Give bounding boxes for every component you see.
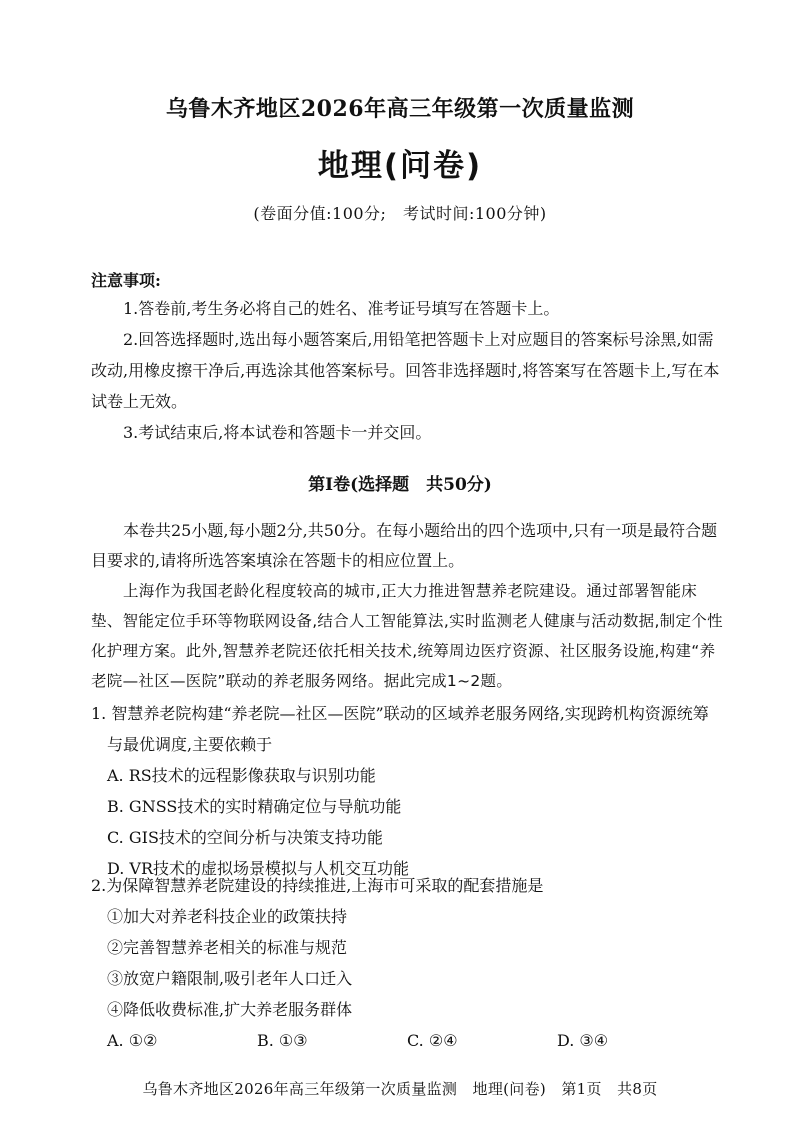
option-a: A. RS技术的远程影像获取与识别功能: [107, 766, 376, 785]
option-d: D. VR技术的虚拟场景模拟与人机交互功能: [107, 859, 410, 878]
section-title: 第Ⅰ卷(选择题 共50分): [308, 475, 492, 495]
question-2: [91, 870, 723, 1056]
statement-4: ④降低收费标准,扩大养老服务群体: [107, 1000, 353, 1019]
section-intro: 本卷共25小题,每小题2分,共50分。在每小题给出的四个选项中,只有一项是最符合题目要求的,请将所选答案填涂在答题卡的相应位置上。: [91, 521, 718, 570]
exam-title: 乌鲁木齐地区2026年高三年级第一次质量监测: [165, 96, 635, 122]
notice-item: 2.回答选择题时,选出每小题答案后,用铅笔把答题卡上对应题目的答案标号涂黑,如需改动,用橡皮擦干净后,再选涂其他答案标号。回答非选择题时,将答案写在答题卡上,写在本试卷上无效。: [91, 330, 720, 411]
notice-item: 1.答卷前,考生务必将自己的姓名、准考证号填写在答题卡上。: [123, 299, 560, 318]
option-b: B. GNSS技术的实时精确定位与导航功能: [107, 797, 402, 816]
question-stem: 2.为保障智慧养老院建设的持续推进,上海市可采取的配套措施是: [91, 876, 544, 895]
choice-c: C. ②④: [407, 1031, 458, 1050]
choice-d: D. ③④: [557, 1031, 609, 1050]
question-stem: 1. 智慧养老院构建“养老院—社区—医院”联动的区域养老服务网络,实现跨机构资源统筹与最优调度,主要依赖于: [91, 704, 709, 754]
option-c: C. GIS技术的空间分析与决策支持功能: [107, 828, 383, 847]
notice-heading: 注意事项:: [91, 271, 161, 290]
statement-1: ①加大对养老科技企业的政策扶持: [107, 907, 348, 926]
page-footer: 乌鲁木齐地区2026年高三年级第一次质量监测 地理(问卷) 第1页 共8页: [142, 1080, 658, 1098]
subject-title: 地理(问卷): [317, 148, 483, 184]
exam-meta: (卷面分值:100分; 考试时间:100分钟): [253, 204, 547, 223]
reading-material: 上海作为我国老龄化程度较高的城市,正大力推进智慧养老院建设。通过部署智能床垫、智能定位手环等物联网设备,结合人工智能算法,实时监测老人健康与活动数据,制定个性化护理方案。此外,智慧养老院还依托相关技术,统筹周边医疗资源、社区服务设施,构建“养老院—社区—医院”联动的养老服务网络。据此完成1~2题。: [91, 582, 723, 690]
notice-list: [91, 293, 723, 448]
choice-b: B. ①③: [257, 1031, 308, 1050]
statement-3: ③放宽户籍限制,吸引老年人口迁入: [107, 969, 353, 988]
statement-2: ②完善智慧养老相关的标准与规范: [107, 938, 348, 957]
choice-a: A. ①②: [107, 1031, 158, 1050]
question-1: [91, 698, 723, 884]
choice-row: [91, 1025, 723, 1056]
notice-item: 3.考试结束后,将本试卷和答题卡一并交回。: [123, 423, 432, 442]
